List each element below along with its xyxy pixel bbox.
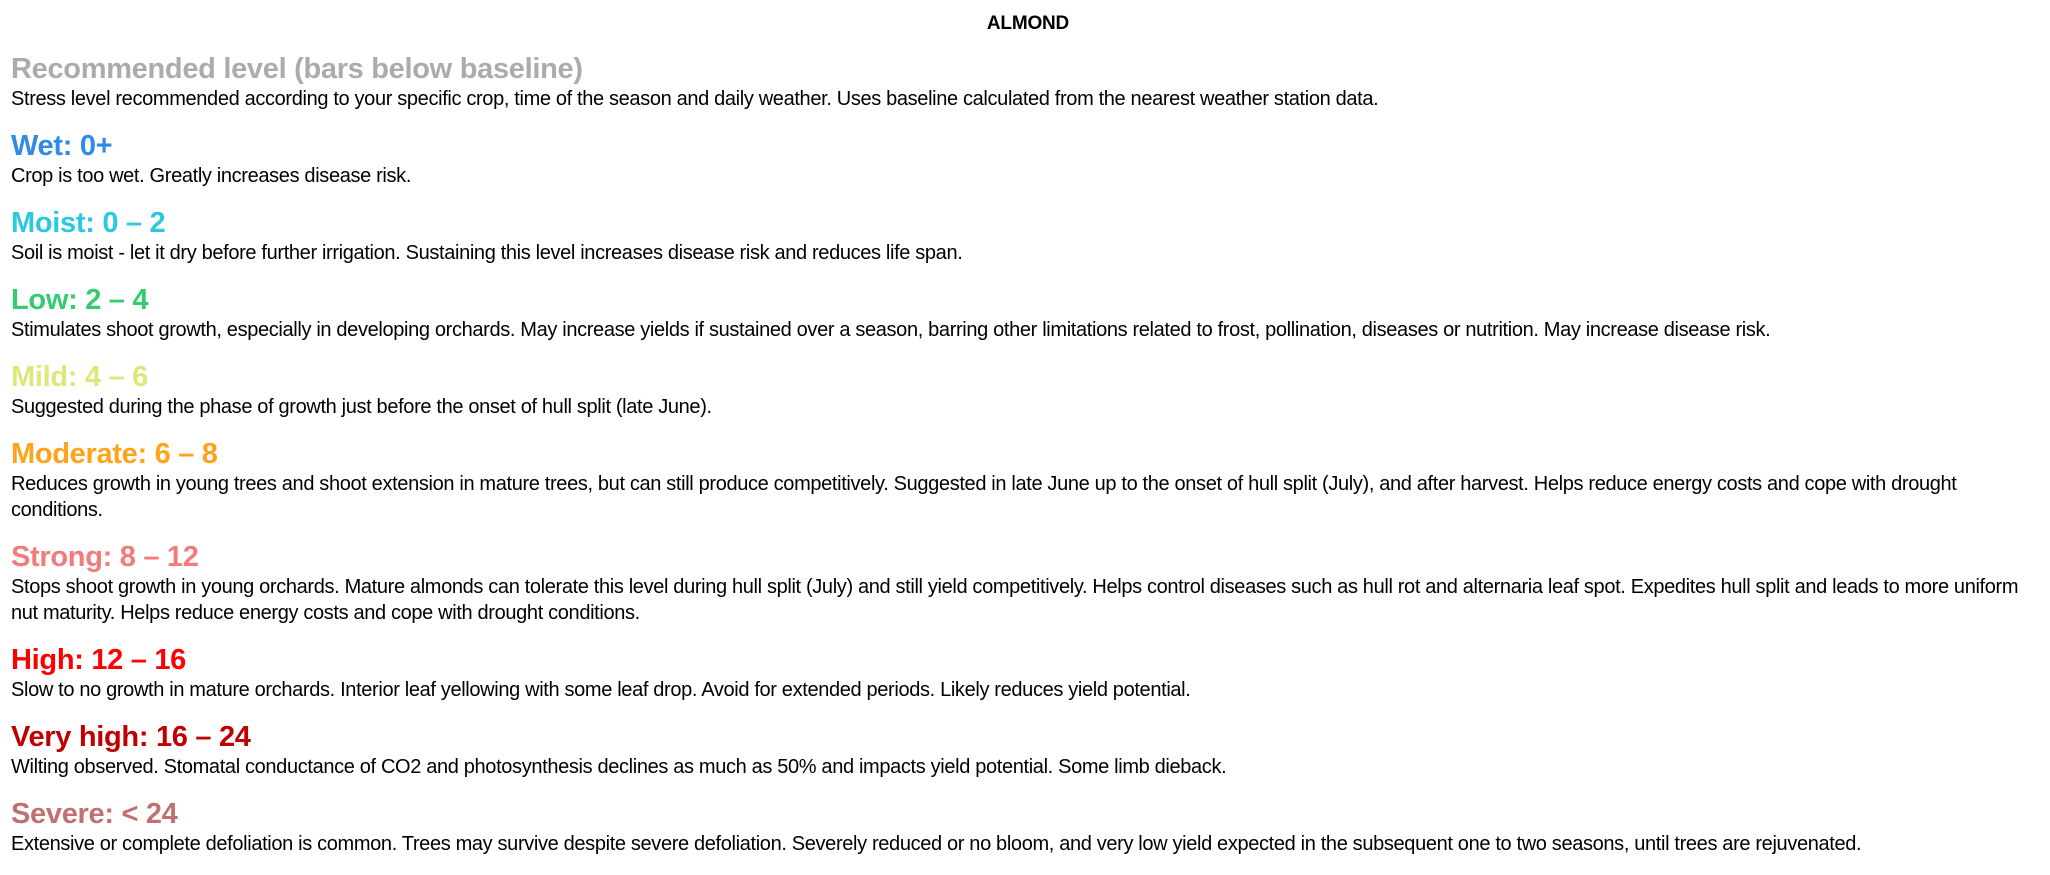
section-description: Reduces growth in young trees and shoot extension in mature trees, but can still produce competitively. Suggested in late June up to the onset of hull split (July), and after harvest. Helps reduce energy costs and cope with drought conditions.	[11, 473, 1957, 521]
section-heading: Wet: 0+	[11, 130, 113, 162]
section-recommended	[11, 52, 2047, 112]
section-description: Extensive or complete defoliation is common. Trees may survive despite severe defoliation. Severely reduced or no bloom, and very low yield expected in the subsequent one to two seasons, until trees are rejuvenated.	[11, 833, 1862, 855]
section-moderate	[11, 437, 2047, 523]
section-heading: Mild: 4 – 6	[11, 361, 148, 393]
section-description: Suggested during the phase of growth just before the onset of hull split (late June).	[11, 396, 712, 418]
section-heading: Low: 2 – 4	[11, 284, 149, 316]
section-description: Wilting observed. Stomatal conductance of CO2 and photosynthesis declines as much as 50% and impacts yield potential. Some limb dieback.	[11, 756, 1227, 778]
section-strong	[11, 540, 2047, 626]
section-description: Crop is too wet. Greatly increases disease risk.	[11, 165, 412, 187]
section-severe	[11, 797, 2047, 857]
section-description: Slow to no growth in mature orchards. Interior leaf yellowing with some leaf drop. Avoid for extended periods. Likely reduces yield potential.	[11, 679, 1191, 701]
section-high	[11, 643, 2047, 703]
section-low	[11, 283, 2047, 343]
section-wet	[11, 129, 2047, 189]
section-heading: Moist: 0 – 2	[11, 207, 166, 239]
section-description: Soil is moist - let it dry before further irrigation. Sustaining this level increases disease risk and reduces life span.	[11, 242, 963, 264]
section-very-high	[11, 720, 2047, 780]
section-heading: High: 12 – 16	[11, 644, 186, 676]
section-heading: Severe: < 24	[11, 798, 178, 830]
stress-level-legend	[11, 52, 2047, 874]
document-title: ALMOND	[986, 13, 1070, 34]
section-description: Stops shoot growth in young orchards. Mature almonds can tolerate this level during hull split (July) and still yield competitively. Helps control diseases such as hull rot and alternaria leaf spot. Expedites hull split and leads to more uniform nut maturity. Helps reduce energy costs and cope with drought conditions.	[11, 576, 2019, 624]
section-description: Stress level recommended according to your specific crop, time of the season and daily weather. Uses baseline calculated from the nearest weather station data.	[11, 88, 1379, 110]
section-heading: Recommended level (bars below baseline)	[11, 53, 583, 85]
section-mild	[11, 360, 2047, 420]
section-heading: Very high: 16 – 24	[11, 721, 251, 753]
section-description: Stimulates shoot growth, especially in developing orchards. May increase yields if sustained over a season, barring other limitations related to frost, pollination, diseases or nutrition. May increase disease risk.	[11, 319, 1771, 341]
section-heading: Strong: 8 – 12	[11, 541, 199, 573]
section-heading: Moderate: 6 – 8	[11, 438, 218, 470]
section-moist	[11, 206, 2047, 266]
